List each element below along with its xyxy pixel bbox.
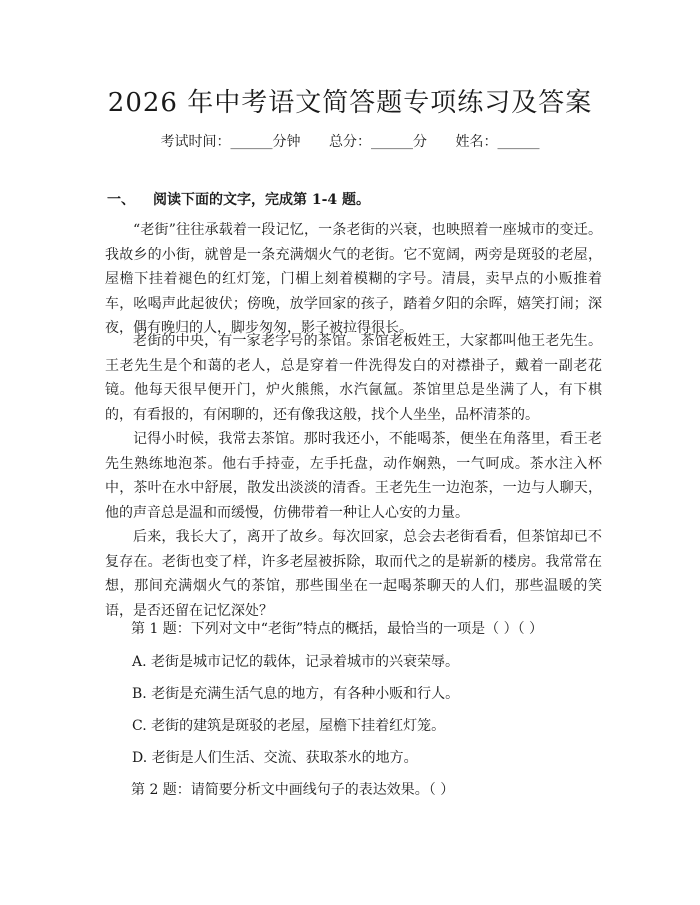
question-1-option-b: B. 老街是充满生活气息的地方，有各种小贩和行人。 [132, 686, 460, 702]
question-2: 第 2 题：请简要分析文中画线句子的表达效果。（ ） [131, 782, 455, 798]
total-score-blank: ______ [371, 134, 413, 150]
passage-paragraph-4: 后来，我长大了，离开了故乡。每次回家，总会去老街看看，但茶馆却已不复存在。老街也变了样，许多老屋被拆除，取而代之的是崭新的楼房。我常常在想，那间充满烟火气的茶馆，那些围坐在一起喝茶聊天的人们，那些温暖的笑语，是否还留在记忆深处？ [105, 529, 602, 619]
section-number: 一、 [107, 192, 135, 208]
question-1-option-a: A. 老街是城市记忆的载体，记录着城市的兴衰荣辱。 [132, 654, 460, 670]
total-score-field [329, 134, 431, 150]
student-name-field [455, 134, 539, 150]
student-name-label: 姓名： [455, 134, 498, 150]
exam-time-field [161, 134, 305, 150]
passage-paragraph-2: 老街的中央，有一家老字号的茶馆。茶馆老板姓王，大家都叫他王老先生。王老先生是个和蔼的老人，总是穿着一件洗得发白的对襟褂子，戴着一副老花镜。他每天很早便开门，炉火熊熊，水汽氤氲。茶馆里总是坐满了人，有下棋的，有看报的，有闲聊的，还有像我这般，找个人坐坐，品杯清茶的。 [105, 333, 602, 423]
page-title: 2026 年中考语文简答题专项练习及答案 [107, 88, 593, 118]
passage-paragraph-1: “老街”往往承载着一段记忆，一条老街的兴衰，也映照着一座城市的变迁。我故乡的小街，就曾是一条充满烟火气的老街。它不宽阔，两旁是斑驳的老屋，屋檐下挂着褪色的红灯笼，门楣上刻着模糊的字号。清晨，卖早点的小贩推着车，吆喝声此起彼伏；傍晚，放学回家的孩子，踏着夕阳的余晖，嬉笑打闹；深夜，偶有晚归的人，脚步匆匆，影子被拉得很长。 [105, 222, 602, 336]
question-1-option-d: D. 老街是人们生活、交流、获取茶水的地方。 [132, 750, 418, 766]
question-1: 第 1 题：下列对文中“老街”特点的概括，最恰当的一项是（ ）（ ） [131, 621, 544, 637]
section-instruction: 阅读下面的文字，完成第 1-4 题。 [153, 192, 371, 208]
question-1-option-c: C. 老街的建筑是斑驳的老屋，屋檐下挂着红灯笼。 [132, 718, 446, 734]
section-heading [107, 189, 370, 209]
student-name-blank: ______ [497, 134, 540, 150]
exam-info-line [0, 131, 700, 151]
exam-time-label: 考试时间： [160, 134, 231, 150]
exam-time-unit: 分钟 [272, 134, 301, 150]
passage-paragraph-3: 记得小时候，我常去茶馆。那时我还小，不能喝茶，便坐在角落里，看王老先生熟练地泡茶。他右手持壶，左手托盘，动作娴熟，一气呵成。茶水注入杯中，茶叶在水中舒展，散发出淡淡的清香。王老先生一边泡茶，一边与人聊天，他的声音总是温和而缓慢，仿佛带着一种让人心安的力量。 [105, 431, 602, 521]
total-score-label: 总分： [329, 134, 371, 150]
exam-time-blank: ______ [230, 134, 273, 150]
total-score-unit: 分 [413, 134, 427, 150]
